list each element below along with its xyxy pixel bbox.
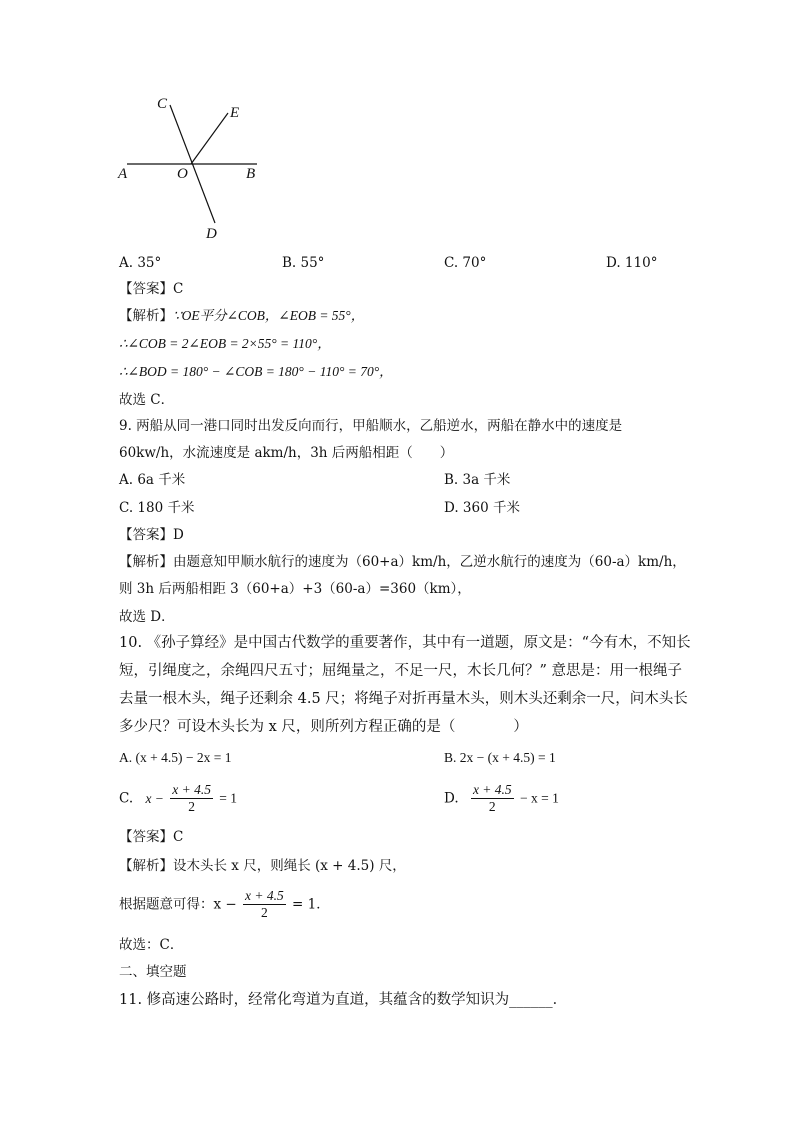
q8-conclusion: 故选 C． (119, 392, 175, 408)
fraction (170, 782, 213, 815)
q9-analysis-1: 【解析】由题意知甲顺水航行的速度为（60+a）km/h，乙逆水航行的速度为（60-a）km/h， (119, 554, 686, 570)
q9-option-c: C. 180 千米 (119, 500, 195, 516)
angle-figure (110, 90, 310, 250)
q9-analysis-2: 则 3h 后两船相距 3（60+a）+3（60-a）=360（km）， (119, 581, 471, 597)
q11-stem: 11. 修高速公路时，经常化弯道为直道，其蕴含的数学知识为______． (119, 992, 568, 1008)
q9-stem-1: 9. 两船从同一港口同时出发反向而行，甲船顺水，乙船逆水，两船在静水中的速度是 (119, 418, 623, 434)
section-heading: 二、填空题 (119, 964, 187, 980)
q9-answer: 【答案】D (119, 527, 184, 543)
expr-pre: 根据题意可得：x − (119, 896, 237, 913)
numerator: x + 4.5 (245, 888, 284, 903)
q10-analysis-2 (119, 888, 330, 921)
denominator: 2 (488, 799, 496, 814)
label-a: A (118, 166, 128, 182)
q10-analysis-1: 【解析】设木头长 x 尺，则绳长 (x + 4.5) 尺， (119, 858, 406, 874)
q10-stem-1: 10. 《孙子算经》是中国古代数学的重要著作，其中有一道题，原文是：“今有木，不知长 (119, 635, 691, 651)
numerator: x + 4.5 (172, 782, 211, 797)
label-e: E (230, 105, 240, 121)
denominator: 2 (261, 905, 268, 920)
q10-option-d (444, 782, 559, 815)
q10-option-b: B. 2x − (x + 4.5) = 1 (444, 750, 556, 765)
expr-post: − x = 1 (519, 790, 559, 806)
label-d: D (206, 226, 217, 242)
label-o: O (177, 166, 188, 182)
label-c: C (157, 96, 168, 112)
ray-oe (191, 113, 228, 164)
q9-conclusion: 故选 D． (119, 609, 175, 625)
q8-analysis-2: ∴∠COB = 2∠EOB = 2×55° = 110°， (119, 336, 331, 351)
option-label: D. (444, 790, 459, 807)
analysis-tag: 【解析】 (119, 308, 173, 324)
q8-option-b: B. 55° (282, 255, 325, 271)
q8-answer: 【答案】C (119, 281, 184, 297)
q10-option-c (119, 782, 237, 815)
q9-option-d: D. 360 千米 (444, 500, 520, 516)
q8-option-d: D. 110° (606, 255, 658, 271)
q10-stem-3: 去量一根木头，绳子还剩余 4.5 尺；将绳子对折再量木头，则木头还剩余一尺，问木头长 (119, 691, 688, 707)
expr-pre: x − (145, 790, 164, 806)
q10-conclusion: 故选：C． (119, 937, 184, 953)
fraction (471, 782, 514, 815)
expr-post: = 1． (292, 896, 330, 913)
option-label: C. (119, 790, 134, 807)
q10-answer: 【答案】C (119, 829, 184, 845)
fraction (243, 888, 286, 921)
q10-stem-4: 多少尺？可设木头长为 x 尺，则所列方程正确的是（ ） (119, 719, 528, 735)
analysis-text: ∵OE平分∠COB，∠EOB = 55°， (173, 308, 365, 323)
q8-option-a: A. 35° (119, 255, 162, 271)
label-b: B (246, 166, 256, 182)
expr-post: = 1 (219, 790, 237, 806)
q10-option-a: A. (x + 4.5) − 2x = 1 (119, 750, 232, 765)
q8-analysis-3: ∴∠BOD = 180° − ∠COB = 180° − 110° = 70°， (119, 364, 393, 379)
numerator: x + 4.5 (472, 782, 512, 797)
q10-stem-2: 短，引绳度之，余绳四尺五寸；屈绳量之，不足一尺，木长几何？” 意思是：用一根绳子 (119, 663, 683, 679)
q9-stem-2: 60kw/h，水流速度是 akm/h，3h 后两船相距（ ） (119, 445, 454, 461)
q8-analysis-1 (119, 307, 364, 325)
q9-option-a: A. 6a 千米 (119, 472, 186, 488)
denominator: 2 (188, 799, 195, 814)
q8-option-c: C. 70° (444, 255, 487, 271)
q9-option-b: B. 3a 千米 (444, 472, 511, 488)
